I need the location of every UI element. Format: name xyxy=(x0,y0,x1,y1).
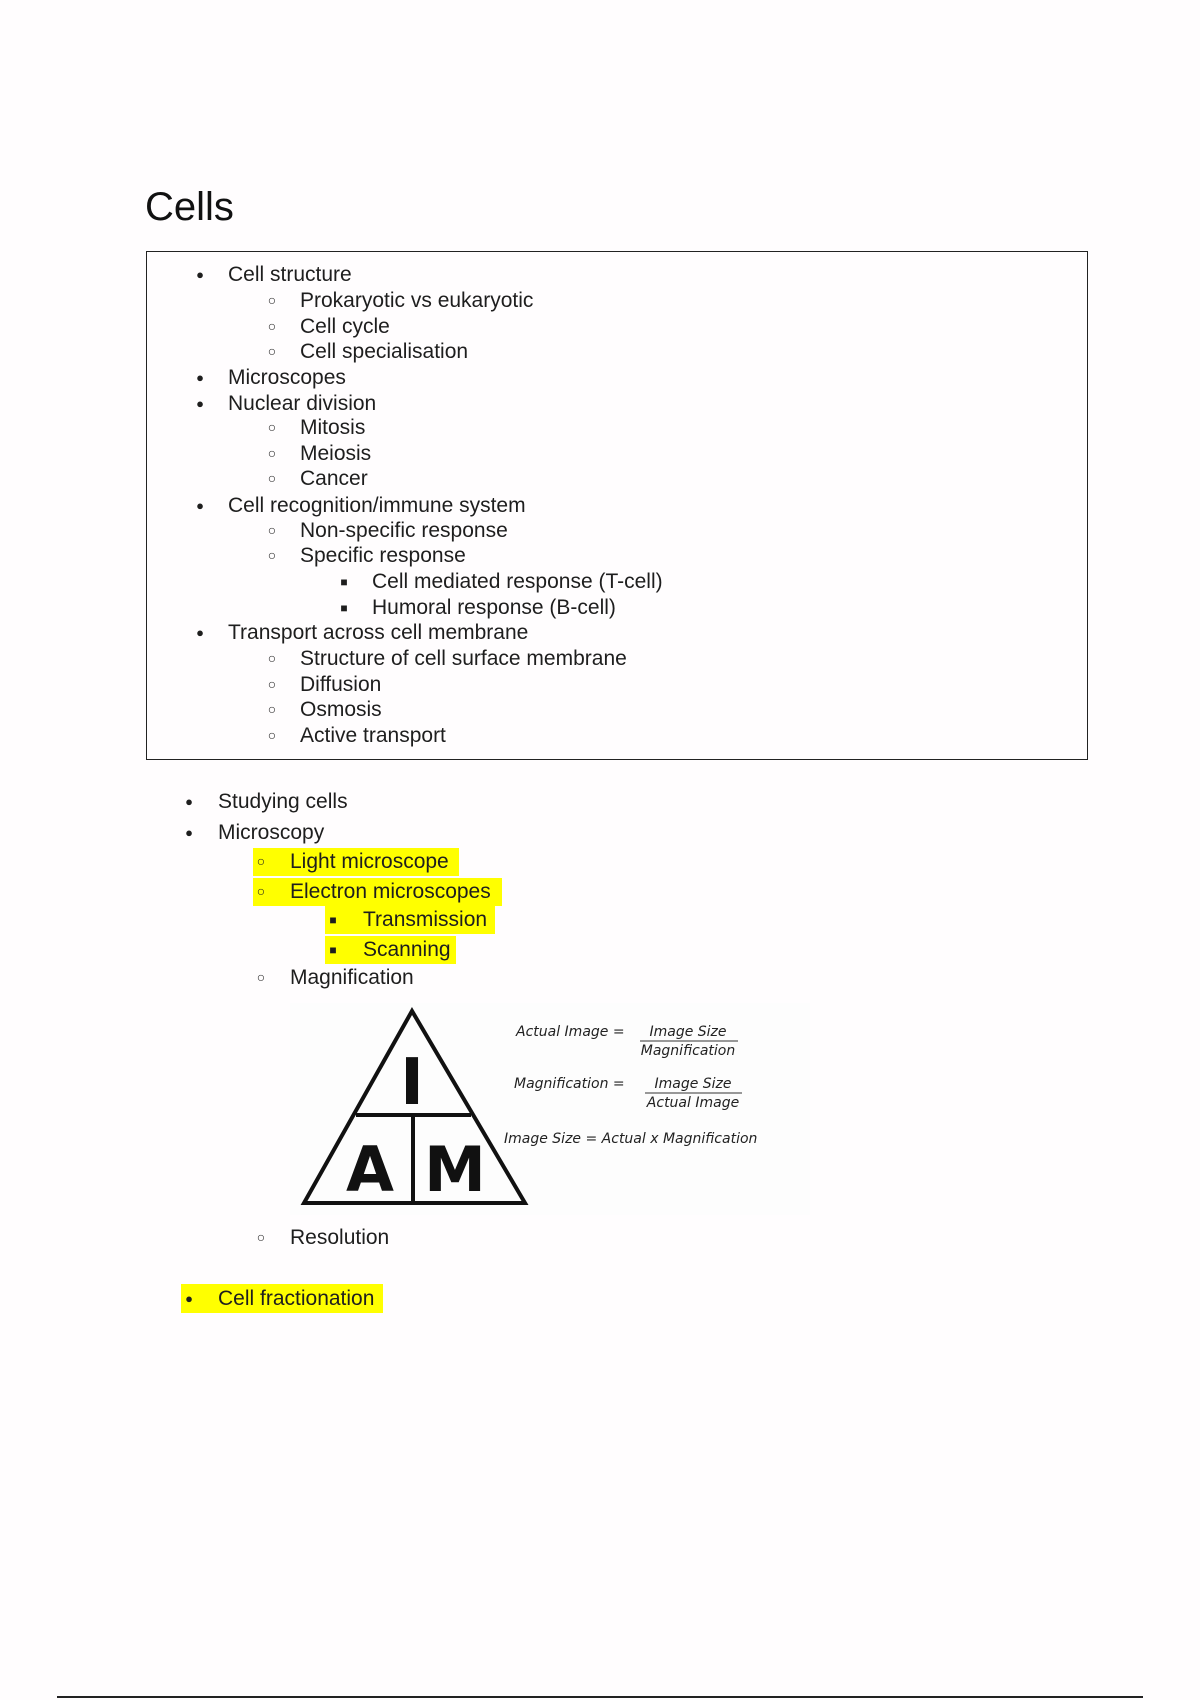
formula-actual-lhs: Actual Image = xyxy=(516,1024,625,1040)
page-title: Cells xyxy=(145,185,234,229)
triangle-letter-a: A xyxy=(346,1133,394,1206)
magnification-triangle-diagram xyxy=(290,1003,810,1215)
triangle-letter-i: I xyxy=(400,1046,424,1120)
formula-magnification-lhs: Magnification = xyxy=(514,1076,625,1092)
formula-magnification-denominator: Actual Image xyxy=(646,1095,740,1111)
formula-magnification-numerator: Image Size xyxy=(654,1076,732,1092)
formula-image-size: Image Size = Actual x Magnification xyxy=(504,1131,758,1147)
triangle-letter-m: M xyxy=(424,1133,486,1206)
footer-divider xyxy=(57,1696,1143,1698)
formula-actual-numerator: Image Size xyxy=(649,1024,727,1040)
formula-actual-denominator: Magnification xyxy=(640,1043,736,1059)
